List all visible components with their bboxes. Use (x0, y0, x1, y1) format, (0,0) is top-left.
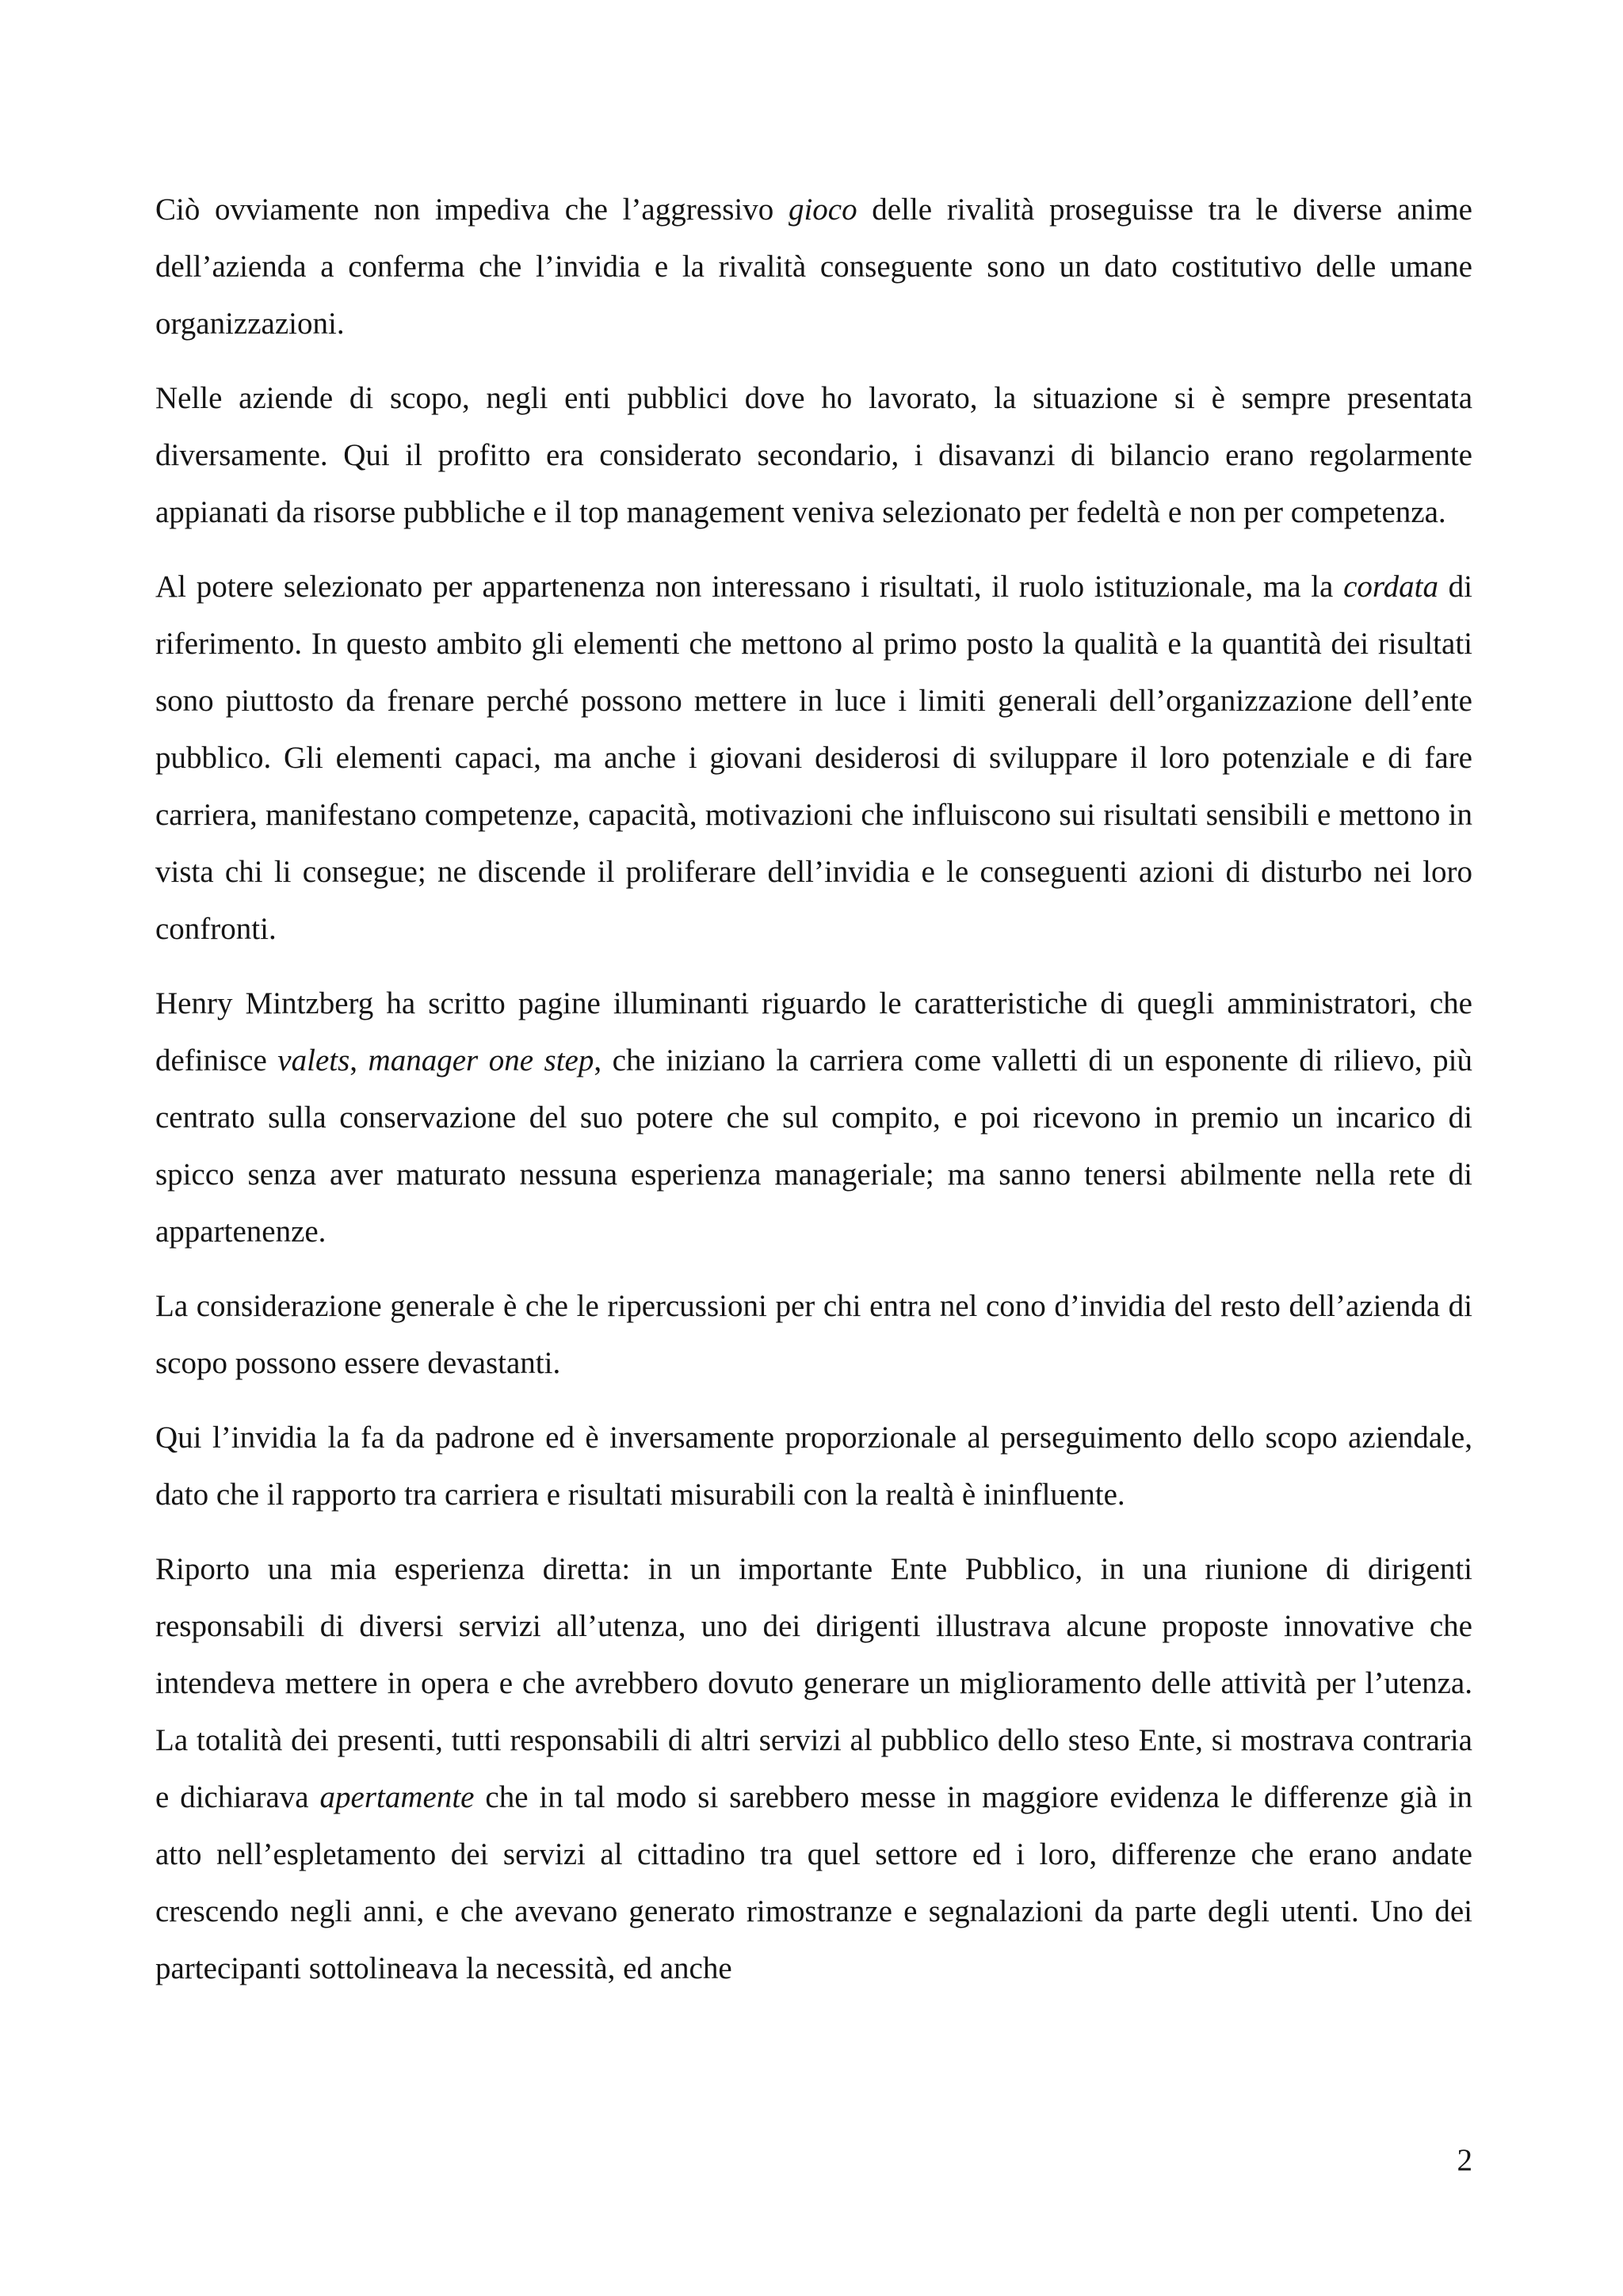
text-run: La considerazione generale è che le ripercussioni per chi entra nel cono d’invidia del resto dell’azienda di scopo possono essere devastanti. (155, 1289, 1472, 1380)
italic-text: manager one step (368, 1043, 594, 1077)
body-paragraph (155, 1409, 1472, 1524)
italic-text: cordata (1343, 570, 1438, 604)
text-run: , (349, 1043, 369, 1077)
body-paragraph (155, 370, 1472, 541)
body-paragraph (155, 559, 1472, 958)
text-run: di riferimento. In questo ambito gli elementi che mettono al primo posto la qualità e la quantità dei risultati sono piuttosto da frenare perché possono mettere in luce i limiti generali dell’organizzazione dell’ente pubblico. Gli elementi capaci, ma anche i giovani desiderosi di sviluppare il loro potenziale e di fare carriera, manifestano competenze, capacità, motivazioni che influiscono sui risultati sensibili e mettono in vista chi li consegue; ne discende il proliferare dell’invidia e le conseguenti azioni di disturbo nei loro confronti. (155, 570, 1472, 946)
text-run: che in tal modo si sarebbero messe in maggiore evidenza le differenze già in atto nell’espletamento dei servizi al cittadino tra quel settore ed i loro, differenze che erano andate crescendo negli anni, e che avevano generato rimostranze e segnalazioni da parte degli utenti. Uno dei partecipanti sottolineava la necessità, ed anche (155, 1780, 1472, 1985)
text-run: Henry Mintzberg ha scritto pagine illuminanti riguardo le caratteristiche di quegli amministratori, che definisce (155, 986, 1472, 1077)
page-number: 2 (1457, 2143, 1472, 2177)
body-paragraph (155, 1278, 1472, 1392)
text-run: , che iniziano la carriera come valletti di un esponente di rilievo, più centrato sulla conservazione del suo potere che sul compito, e poi ricevono in premio un incarico di spicco senza aver maturato nessuna esperienza manageriale; ma sanno tenersi abilmente nella rete di appartenenze. (155, 1043, 1473, 1249)
text-run: Qui l’invidia la fa da padrone ed è inversamente proporzionale al perseguimento dello scopo aziendale, dato che il rapporto tra carriera e risultati misurabili con la realtà è ininfluente. (155, 1421, 1472, 1512)
text-run: Nelle aziende di scopo, negli enti pubblici dove ho lavorato, la situazione si è sempre presentata diversamente. Qui il profitto era considerato secondario, i disavanzi di bilancio erano regolarmente appianati da risorse pubbliche e il top management veniva selezionato per fedeltà e non per competenza. (155, 381, 1472, 529)
text-run: delle rivalità proseguisse tra le diverse anime dell’azienda a conferma che l’invidia e la rivalità conseguente sono un dato costitutivo delle umane organizzazioni. (155, 193, 1472, 341)
italic-text: valets (277, 1043, 350, 1077)
body-paragraph (155, 975, 1472, 1261)
italic-text: gioco (788, 193, 857, 227)
text-run: Riporto una mia esperienza diretta: in un importante Ente Pubblico, in una riunione di dirigenti responsabili di diversi servizi all’utenza, uno dei dirigenti illustrava alcune proposte innovative che intendeva mettere in opera e che avrebbero dovuto generare un miglioramento delle attività per l’utenza. La totalità dei presenti, tutti responsabili di altri servizi al pubblico dello steso Ente, si mostrava contraria e dichiarava (155, 1552, 1472, 1814)
body-paragraph (155, 181, 1472, 353)
body-paragraph (155, 1541, 1472, 1997)
text-run: Al potere selezionato per appartenenza non interessano i risultati, il ruolo istituzionale, ma la (155, 570, 1344, 604)
page-body-text (155, 181, 1472, 2015)
italic-text: apertamente (319, 1780, 475, 1814)
text-run: Ciò ovviamente non impediva che l’aggressivo (155, 193, 789, 227)
